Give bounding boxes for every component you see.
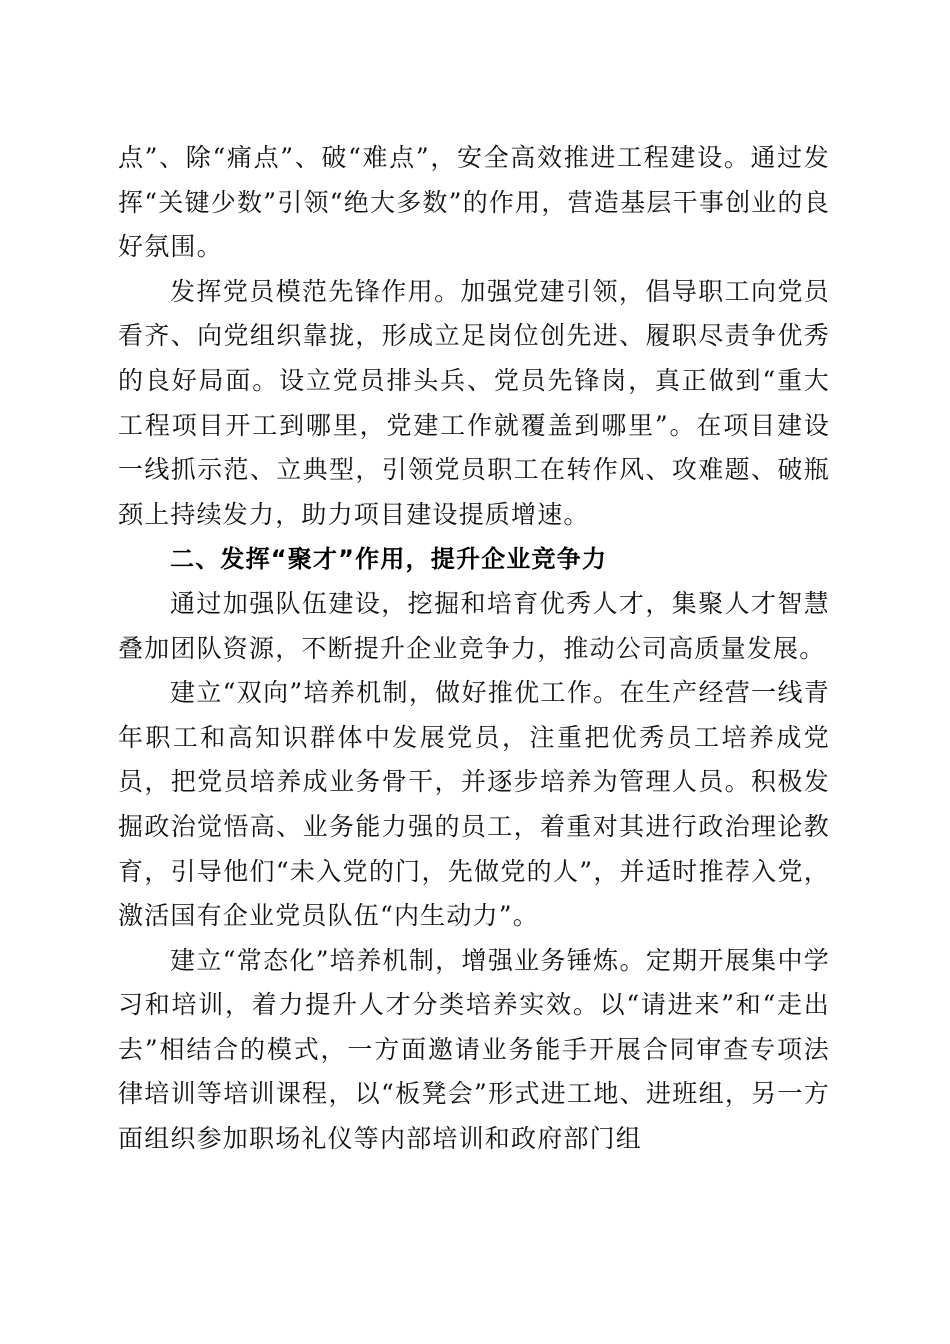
section-heading: 二、发挥“聚才”作用，提升企业竞争力 bbox=[170, 545, 608, 574]
paragraph-party-member-role: 发挥党员模范先锋作用。加强党建引领，倡导职工向党员看齐、向党组织靠拢，形成立足岗位创先进、履职尽责争优秀的良好局面。设立党员排头兵、党员先锋岗，真正做到“重大工程项目开工到哪里，党建工作就覆盖到哪里”。在项目建设一线抓示范、立典型，引领党员职工在转作风、攻难题、破瓶颈上持续发力，助力项目建设提质增速。 bbox=[118, 276, 830, 529]
paragraph-section-intro: 通过加强队伍建设，挖掘和培育优秀人才，集聚人才智慧叠加团队资源，不断提升企业竞争力，推动公司高质量发展。 bbox=[118, 588, 830, 663]
paragraph-regular-training: 建立“常态化”培养机制，增强业务锤炼。定期开展集中学习和培训，着力提升人才分类培养实效。以“请进来”和“走出去”相结合的模式，一方面邀请业务能手开展合同审查专项法律培训等培训课程，以“板凳会”形式进工地、进班组，另一方面组织参加职场礼仪等内部培训和政府部门组 bbox=[118, 945, 830, 1154]
paragraph-continued: 点”、除“痛点”、破“难点”，安全高效推进工程建设。通过发挥“关键少数”引领“绝大多数”的作用，营造基层干事创业的良好氛围。 bbox=[118, 143, 830, 262]
paragraph-two-way-training: 建立“双向”培养机制，做好推优工作。在生产经营一线青年职工和高知识群体中发展党员，注重把优秀员工培养成党员，把党员培养成业务骨干，并逐步培养为管理人员。积极发掘政治觉悟高、业务能力强的员工，着重对其进行政治理论教育，引导他们“未入党的门，先做党的人”，并适时推荐入党，激活国有企业党员队伍“内生动力”。 bbox=[118, 678, 830, 931]
document-body bbox=[118, 136, 830, 1162]
